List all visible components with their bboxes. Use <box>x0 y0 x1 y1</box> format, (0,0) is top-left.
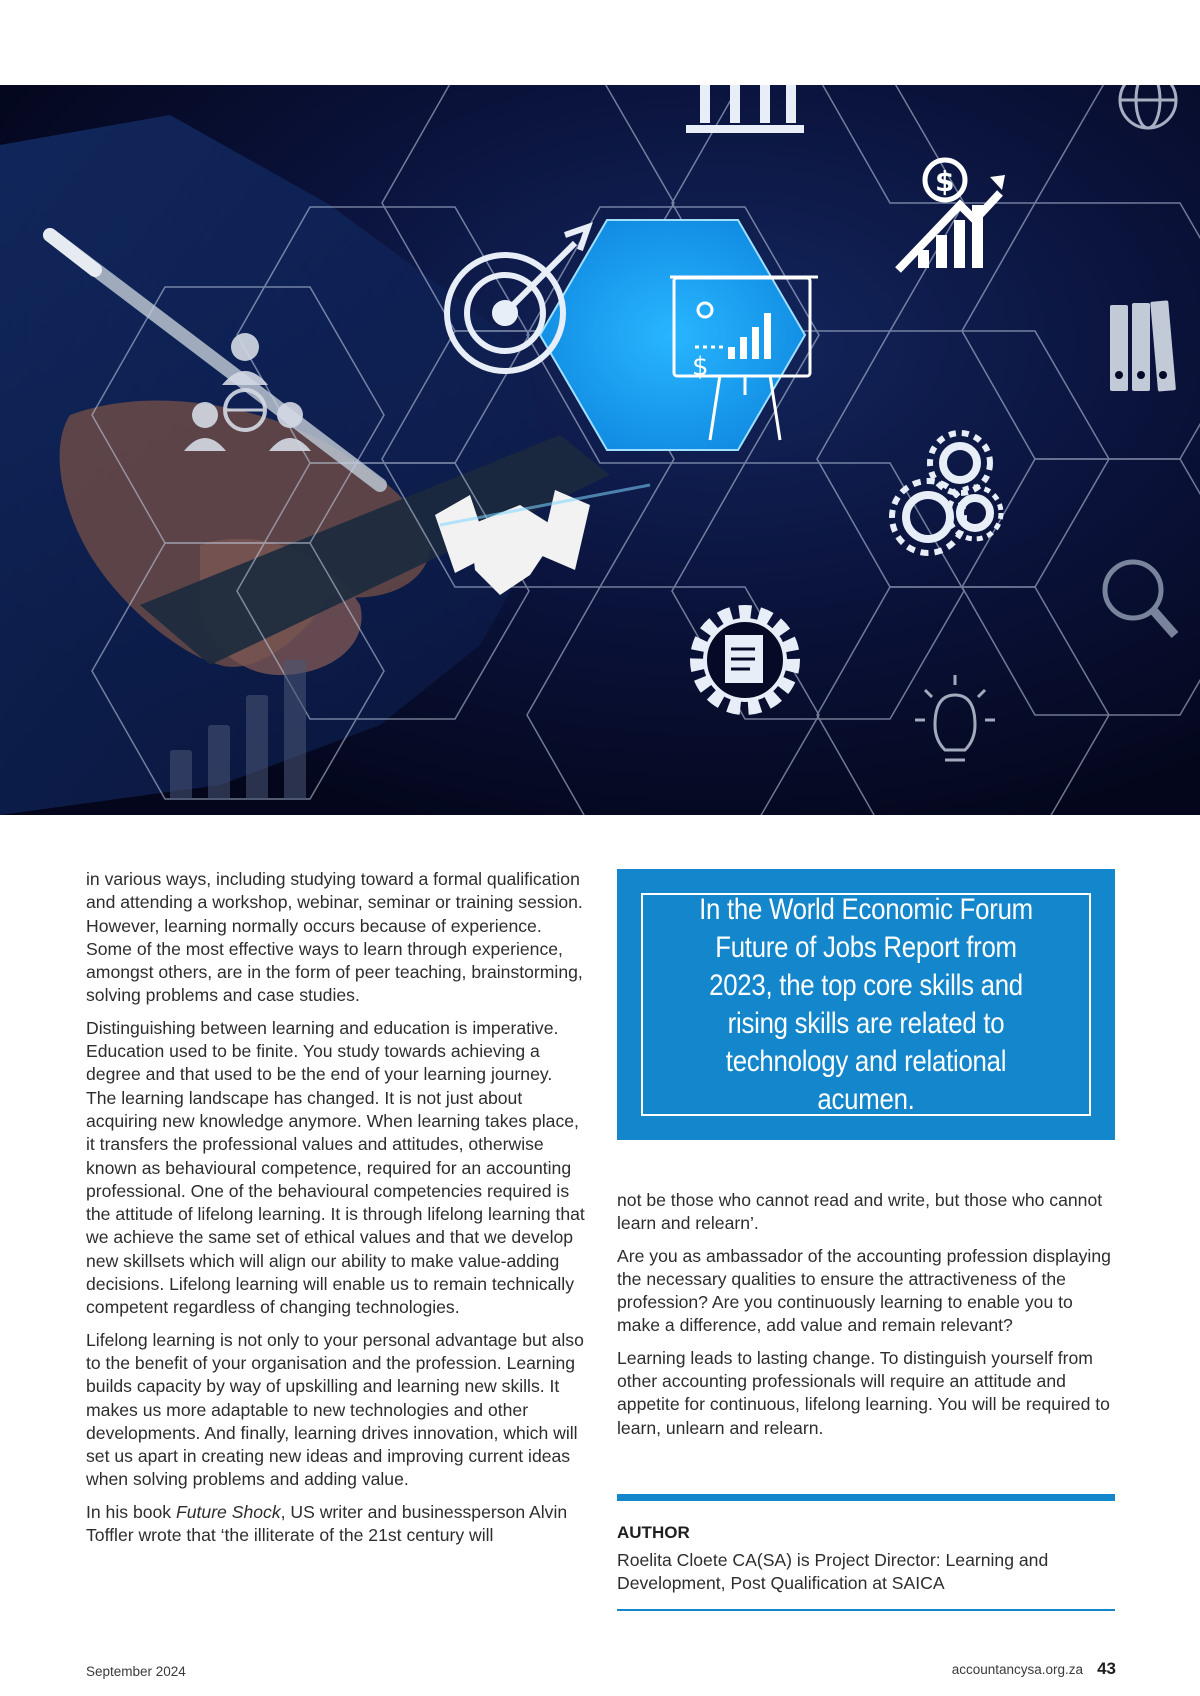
author-divider <box>617 1494 1115 1501</box>
svg-text:$: $ <box>692 352 709 382</box>
text-run: In his book <box>86 1501 176 1522</box>
author-bio: Roelita Cloete CA(SA) is Project Director: Learning and Development, Post Qualification at SAICA <box>617 1550 1049 1594</box>
paragraph: Distinguishing between learning and education is imperative. Education used to be finite. You study towards achieving a degree and that used to be the end of your learning journey. The learning landscape has changed. It is not just about acquiring new knowledge anymore. When learning takes place, it transfers the professional values and attitudes, otherwise known as behavioural competence, required for an accounting professional. One of the behavioural competencies required is the attitude of lifelong learning. It is through lifelong learning that we achieve the same set of ethical values and that we develop new skillsets which will align our ability to make value-adding decisions. Lifelong learning will enable us to remain technically competent regardless of changing technologies. <box>86 1017 585 1318</box>
left-column <box>86 868 586 1556</box>
pull-quote-text: In the World Economic Forum Future of Jobs Report from 2023, the top core skills and rising skills are related to technology and relational acumen. <box>699 892 1033 1116</box>
binders-icon <box>1110 300 1176 391</box>
author-bottom-divider <box>617 1609 1115 1611</box>
author-heading: AUTHOR <box>617 1523 690 1542</box>
right-column <box>617 1189 1115 1449</box>
hero-image <box>0 85 1200 815</box>
paragraph: Are you as ambassador of the accounting profession displaying the necessary qualities to ensure the attractiveness of the profession? Are you continuously learning to enable you to make a difference, add value and remain relevant? <box>617 1245 1111 1336</box>
paragraph: Lifelong learning is not only to your personal advantage but also to the benefit of your organisation and the profession. Learning builds capacity by way of upskilling and learning new skills. It makes us more adaptable to new technologies and other developments. And finally, learning drives innovation, which will set us apart in creating new ideas and improving current ideas when solving problems and adding value. <box>86 1329 584 1490</box>
pull-quote-frame <box>641 893 1091 1116</box>
paragraph <box>86 1501 586 1548</box>
footer-issue-date: September 2024 <box>86 1664 186 1679</box>
text-run: , US writer and businessperson Alvin Toffler wrote that ‘the illiterate of the 21st century will <box>86 1501 568 1546</box>
paragraph: in various ways, including studying toward a formal qualification and attending a workshop, webinar, seminar or training session. However, learning normally occurs because of experience. Some of the most effective ways to learn through experience, amongst others, are in the form of peer teaching, brainstorming, solving problems and case studies. <box>86 869 583 1006</box>
svg-text:$: $ <box>935 165 955 198</box>
book-title: Future Shock <box>175 1501 281 1522</box>
paragraph: not be those who cannot read and write, but those who cannot learn and relearn’. <box>617 1190 1103 1234</box>
footer-website: accountancysa.org.za <box>951 1662 1084 1677</box>
paragraph: Learning leads to lasting change. To distinguish yourself from other accounting professionals will require an attitude and appetite for continuous, lifelong learning. You will be required to learn, unlearn and relearn. <box>617 1347 1110 1438</box>
pull-quote-box <box>617 869 1115 1140</box>
footer-right <box>952 1659 1116 1679</box>
page-number: 43 <box>1097 1659 1116 1678</box>
